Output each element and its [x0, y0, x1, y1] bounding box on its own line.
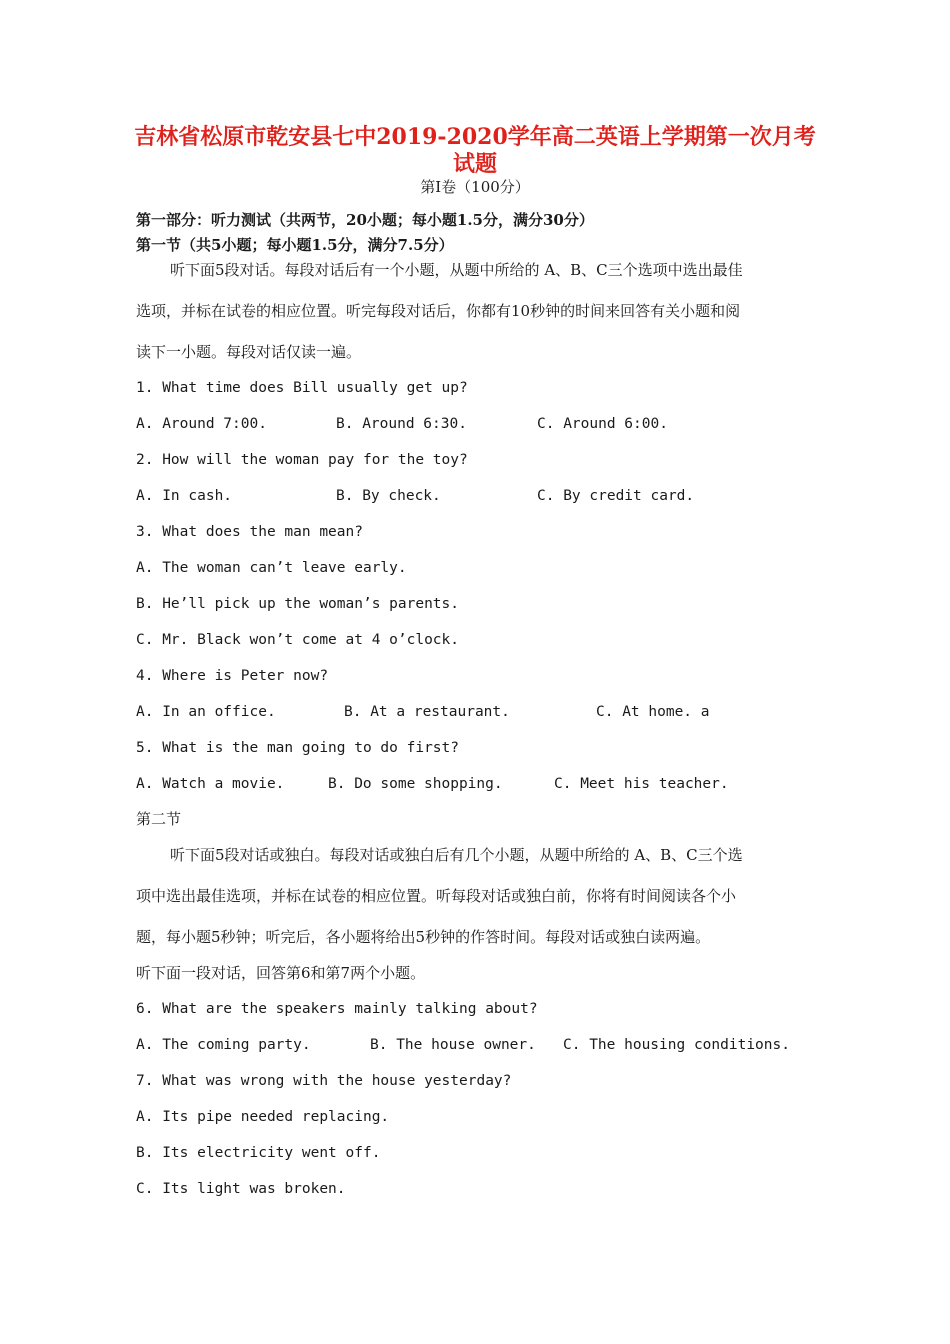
document-title: 吉林省松原市乾安县七中2019-2020学年高二英语上学期第一次月考: [134, 124, 816, 150]
section1-instructions-line: 读下一小题。每段对话仅读一遍。: [136, 343, 362, 361]
q5-option-b: B. Do some shopping.: [328, 776, 503, 792]
q6-option-b: B. The house owner.: [370, 1037, 536, 1053]
question-7: 7. What was wrong with the house yesterday?: [136, 1073, 512, 1089]
q1-option-a: A. Around 7:00.: [136, 416, 267, 432]
section2-instructions-line: 项中选出最佳选项，并标在试卷的相应位置。听每段对话或独白前，你将有时间阅读各个小: [136, 887, 737, 905]
q4-option-b: B. At a restaurant.: [344, 704, 510, 720]
dialog-intro: 听下面一段对话，回答第6和第7两个小题。: [136, 964, 426, 982]
section2-instructions-line: 听下面5段对话或独白。每段对话或独白后有几个小题，从题中所给的 A、B、C三个选: [170, 846, 743, 864]
section1-heading: 第一节（共5小题；每小题1.5分，满分7.5分）: [136, 236, 454, 254]
q7-option-a: A. Its pipe needed replacing.: [136, 1109, 390, 1125]
question-5: 5. What is the man going to do first?: [136, 740, 460, 756]
question-3: 3. What does the man mean?: [136, 524, 363, 540]
question-1: 1. What time does Bill usually get up?: [136, 380, 468, 396]
paper-subtitle: 第Ⅰ卷（100分）: [420, 178, 530, 196]
q1-option-c: C. Around 6:00.: [537, 416, 668, 432]
question-6: 6. What are the speakers mainly talking about?: [136, 1001, 538, 1017]
question-2: 2. How will the woman pay for the toy?: [136, 452, 468, 468]
q3-option-a: A. The woman can’t leave early.: [136, 560, 407, 576]
q3-option-b: B. He’ll pick up the woman’s parents.: [136, 596, 460, 612]
section2-heading: 第二节: [136, 810, 182, 828]
section2-instructions-line: 题，每小题5秒钟；听完后，各小题将给出5秒钟的作答时间。每段对话或独白读两遍。: [136, 928, 711, 946]
q7-option-b: B. Its electricity went off.: [136, 1145, 381, 1161]
section1-instructions-line: 选项，并标在试卷的相应位置。听完每段对话后，你都有10秒钟的时间来回答有关小题和阅: [136, 302, 741, 320]
q4-option-c: C. At home. a: [596, 704, 710, 720]
q2-option-c: C. By credit card.: [537, 488, 695, 504]
q7-option-c: C. Its light was broken.: [136, 1181, 346, 1197]
q5-option-a: A. Watch a movie.: [136, 776, 285, 792]
q6-option-a: A. The coming party.: [136, 1037, 311, 1053]
q3-option-c: C. Mr. Black won’t come at 4 o’clock.: [136, 632, 460, 648]
q1-option-b: B. Around 6:30.: [336, 416, 467, 432]
q2-option-a: A. In cash.: [136, 488, 233, 504]
q6-option-c: C. The housing conditions.: [563, 1037, 790, 1053]
part1-heading: 第一部分：听力测试（共两节，20小题；每小题1.5分，满分30分）: [136, 211, 594, 229]
section1-instructions-line: 听下面5段对话。每段对话后有一个小题，从题中所给的 A、B、C三个选项中选出最佳: [170, 261, 743, 279]
q4-option-a: A. In an office.: [136, 704, 276, 720]
question-4: 4. Where is Peter now?: [136, 668, 329, 684]
document-title-continued: 试题: [452, 151, 497, 177]
q2-option-b: B. By check.: [336, 488, 441, 504]
q5-option-c: C. Meet his teacher.: [554, 776, 729, 792]
